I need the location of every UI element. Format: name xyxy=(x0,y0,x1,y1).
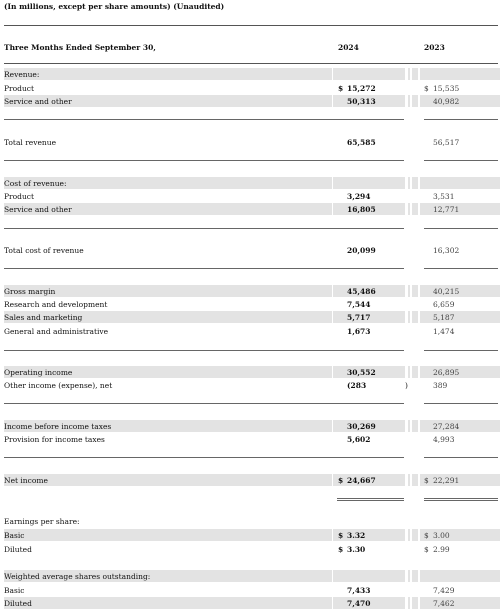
row-shading xyxy=(412,366,418,378)
row-label: Total cost of revenue xyxy=(4,246,84,255)
row-other-income xyxy=(0,379,500,391)
period-label: Three Months Ended September 30, xyxy=(4,43,156,52)
subtotal-rule xyxy=(337,500,404,501)
value-2023: 40,982 xyxy=(433,97,460,106)
row-shading xyxy=(408,529,410,541)
subtotal-rule xyxy=(424,457,498,458)
row-revenue-heading xyxy=(0,68,500,80)
row-sales-marketing xyxy=(0,311,500,323)
row-shading xyxy=(408,95,410,107)
currency-symbol-2024: $ xyxy=(338,84,344,93)
row-shading xyxy=(408,366,410,378)
value-2024: 1,673 xyxy=(347,327,371,336)
row-shading xyxy=(412,529,418,541)
subtotal-rule xyxy=(4,350,404,351)
value-2024: 3,294 xyxy=(347,192,371,201)
row-label: Product xyxy=(4,192,34,201)
row-label: Operating income xyxy=(4,368,73,377)
value-2023: 56,517 xyxy=(433,138,460,147)
closing-parenthesis: ) xyxy=(405,381,408,390)
row-shading xyxy=(412,203,418,215)
subtotal-rule xyxy=(424,228,498,229)
row-shading xyxy=(408,570,410,582)
value-2024: 3.30 xyxy=(347,545,366,554)
value-2023: 26,895 xyxy=(433,368,460,377)
row-shading xyxy=(408,420,410,432)
row-shading xyxy=(420,597,500,609)
row-net-income xyxy=(0,474,500,486)
row-eps-heading xyxy=(0,515,500,527)
row-shares-diluted xyxy=(0,597,500,609)
column-2023-header: 2023 xyxy=(424,43,445,52)
value-2024: 7,544 xyxy=(347,300,371,309)
row-shading xyxy=(333,570,405,582)
row-shading xyxy=(420,285,500,297)
value-2024: 50,313 xyxy=(347,97,376,106)
row-label: General and administrative xyxy=(4,327,109,336)
value-2024: 30,552 xyxy=(347,368,376,377)
row-gna xyxy=(0,325,500,337)
row-shading xyxy=(412,68,418,80)
row-product-cost xyxy=(0,190,500,202)
row-label: Other income (expense), net xyxy=(4,381,113,390)
value-2024: (283 xyxy=(347,381,367,390)
currency-symbol-2024: $ xyxy=(338,531,344,540)
row-shading xyxy=(412,285,418,297)
currency-symbol-2023: $ xyxy=(424,545,429,554)
currency-symbol-2024: $ xyxy=(338,476,344,485)
value-2024: 24,667 xyxy=(347,476,376,485)
row-label: Research and development xyxy=(4,300,108,309)
value-2024: 5,602 xyxy=(347,435,371,444)
subtotal-rule xyxy=(4,119,404,120)
row-label: Basic xyxy=(4,531,25,540)
subtotal-rule xyxy=(4,160,404,161)
row-label: Provision for income taxes xyxy=(4,435,105,444)
value-2023: 15,535 xyxy=(433,84,460,93)
currency-symbol-2023: $ xyxy=(424,531,429,540)
row-shading xyxy=(4,474,332,486)
value-2023: 389 xyxy=(433,381,448,390)
value-2023: 4,993 xyxy=(433,435,455,444)
row-label: Revenue: xyxy=(4,70,40,79)
subtotal-rule xyxy=(424,498,498,499)
row-shading xyxy=(333,68,405,80)
value-2023: 22,291 xyxy=(433,476,460,485)
value-2023: 3.00 xyxy=(433,531,450,540)
currency-symbol-2023: $ xyxy=(424,84,429,93)
subtotal-rule xyxy=(424,350,498,351)
row-shading xyxy=(333,177,405,189)
row-label: Service and other xyxy=(4,97,72,106)
value-2024: 3.32 xyxy=(347,531,366,540)
row-eps-basic xyxy=(0,529,500,541)
row-eps-diluted xyxy=(0,543,500,555)
row-shading xyxy=(412,474,418,486)
row-rnd xyxy=(0,298,500,310)
row-shading xyxy=(420,68,500,80)
row-shading xyxy=(408,68,410,80)
row-shading xyxy=(333,529,405,541)
value-2024: 15,272 xyxy=(347,84,376,93)
row-shares-heading xyxy=(0,570,500,582)
subtotal-rule xyxy=(424,268,498,269)
value-2024: 7,433 xyxy=(347,586,371,595)
value-2023: 3,531 xyxy=(433,192,455,201)
row-label: Total revenue xyxy=(4,138,57,147)
value-2024: 20,099 xyxy=(347,246,376,255)
row-label: Basic xyxy=(4,586,25,595)
row-product-revenue xyxy=(0,82,500,94)
row-label: Cost of revenue: xyxy=(4,179,67,188)
row-shading xyxy=(412,95,418,107)
row-shares-basic xyxy=(0,584,500,596)
row-shading xyxy=(408,285,410,297)
row-shading xyxy=(412,597,418,609)
row-label: Earnings per share: xyxy=(4,517,80,526)
row-label: Diluted xyxy=(4,545,32,554)
currency-symbol-2024: $ xyxy=(338,545,344,554)
subtotal-rule xyxy=(4,228,404,229)
value-2023: 12,771 xyxy=(433,205,460,214)
row-shading xyxy=(420,420,500,432)
row-label: Product xyxy=(4,84,34,93)
row-shading xyxy=(412,420,418,432)
row-shading xyxy=(408,597,410,609)
header-top-rule xyxy=(4,25,498,26)
row-shading xyxy=(408,177,410,189)
value-2023: 6,659 xyxy=(433,300,455,309)
value-2023: 7,429 xyxy=(433,586,455,595)
value-2024: 45,486 xyxy=(347,287,376,296)
value-2023: 27,284 xyxy=(433,422,460,431)
row-shading xyxy=(4,597,332,609)
row-service-revenue xyxy=(0,95,500,107)
row-label: Sales and marketing xyxy=(4,313,83,322)
row-shading xyxy=(412,177,418,189)
value-2023: 2.99 xyxy=(433,545,450,554)
row-label: Service and other xyxy=(4,205,72,214)
row-total-cost xyxy=(0,244,500,256)
subtotal-rule xyxy=(424,500,498,501)
value-2024: 5,717 xyxy=(347,313,371,322)
value-2024: 65,585 xyxy=(347,138,376,147)
row-shading xyxy=(420,95,500,107)
row-shading xyxy=(408,474,410,486)
row-shading xyxy=(420,366,500,378)
row-shading xyxy=(420,529,500,541)
subtotal-rule xyxy=(337,498,404,499)
subtotal-rule xyxy=(424,119,498,120)
row-shading xyxy=(412,570,418,582)
subtotal-rule xyxy=(424,403,498,404)
row-shading xyxy=(420,203,500,215)
row-cost-heading xyxy=(0,177,500,189)
row-operating-income xyxy=(0,366,500,378)
row-pretax-income xyxy=(0,420,500,432)
subtotal-rule xyxy=(4,457,404,458)
row-shading xyxy=(420,177,500,189)
row-label: Diluted xyxy=(4,599,32,608)
value-2023: 7,462 xyxy=(433,599,455,608)
subtotal-rule xyxy=(424,160,498,161)
currency-symbol-2023: $ xyxy=(424,476,429,485)
row-label: Income before income taxes xyxy=(4,422,112,431)
row-service-cost xyxy=(0,203,500,215)
row-gross-margin xyxy=(0,285,500,297)
header-bottom-rule xyxy=(4,63,498,64)
row-shading xyxy=(4,68,332,80)
row-total-revenue xyxy=(0,136,500,148)
row-shading xyxy=(4,529,332,541)
value-2024: 7,470 xyxy=(347,599,371,608)
value-2023: 5,187 xyxy=(433,313,455,322)
row-shading xyxy=(420,474,500,486)
row-shading xyxy=(412,311,418,323)
subtotal-rule xyxy=(4,403,404,404)
row-shading xyxy=(408,311,410,323)
row-label: Net income xyxy=(4,476,48,485)
row-label: Gross margin xyxy=(4,287,56,296)
row-label: Weighted average shares outstanding: xyxy=(4,572,151,581)
row-shading xyxy=(408,203,410,215)
subtotal-rule xyxy=(4,268,404,269)
value-2024: 30,269 xyxy=(347,422,376,431)
value-2023: 1,474 xyxy=(433,327,455,336)
statement-title: (In millions, except per share amounts) (Unaudited) xyxy=(4,2,225,11)
value-2024: 16,805 xyxy=(347,205,376,214)
row-tax-provision xyxy=(0,433,500,445)
value-2023: 16,302 xyxy=(433,246,460,255)
value-2023: 40,215 xyxy=(433,287,460,296)
column-2024-header: 2024 xyxy=(338,43,359,52)
row-shading xyxy=(420,311,500,323)
row-shading xyxy=(420,570,500,582)
